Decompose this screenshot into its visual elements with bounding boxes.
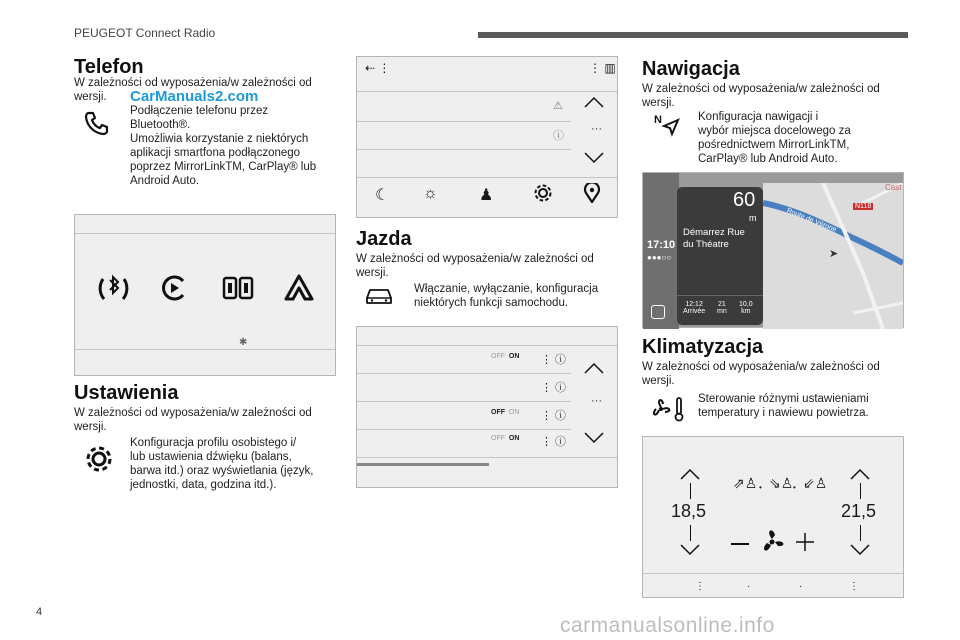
position-arrow-icon: ➤	[829, 248, 839, 260]
user-profile-icon[interactable]: ♟	[479, 187, 494, 204]
warning-icon: ⚠	[553, 100, 563, 112]
jazda-screen	[356, 326, 618, 488]
brightness-icon[interactable]: ☼	[423, 185, 438, 202]
screen-divider	[357, 177, 617, 178]
nawigacja-line-3: pośrednictwem MirrorLinkTM,	[698, 139, 850, 151]
ustawienia-intro: W zależności od wyposażenia/w zależności od wersji.	[74, 407, 312, 433]
bluetooth-small-icon: ✱	[239, 337, 248, 348]
more-icon[interactable]: ···	[591, 395, 602, 407]
bottom-menu-3[interactable]: ·	[799, 581, 803, 592]
temp-bar-left-bottom	[690, 525, 691, 541]
nawigacja-line-1: Konfiguracja nawigacji i	[698, 111, 819, 123]
airflow-mixed-icon[interactable]: ⇘♙	[769, 475, 794, 491]
nav-info-panel	[677, 187, 763, 325]
jazda-title: Jazda	[356, 228, 412, 250]
road-badge: N118	[855, 203, 872, 210]
telefon-line-2: Bluetooth®.	[130, 119, 191, 131]
bottom-menu-1[interactable]: ⋮	[695, 581, 705, 592]
arrival-block: 12:12 Arrivée	[683, 301, 706, 315]
temp-bar-right-bottom	[860, 525, 861, 541]
klimatyzacja-title: Klimatyzacja	[642, 336, 764, 358]
screen-divider	[357, 457, 617, 458]
temp-bar-right-top	[860, 483, 861, 499]
telefon-text	[130, 104, 330, 188]
km-block: 10,0 km	[739, 301, 753, 315]
right-temp-down-icon[interactable]	[849, 543, 871, 562]
car-icon	[364, 284, 394, 311]
back-arrow-icon[interactable]: ⇠ ⋮	[365, 61, 391, 75]
left-temp-down-icon[interactable]	[679, 543, 701, 562]
klimatyzacja-line-1: Sterowanie różnymi ustawieniami	[698, 393, 869, 405]
distance-value: 60	[733, 189, 756, 211]
settings-gear-icon	[84, 444, 114, 479]
klimatyzacja-intro: W zależności od wyposażenia/w zależności od wersji.	[642, 361, 880, 387]
settings-screen	[356, 56, 618, 218]
mirror-screen-icon[interactable]	[221, 273, 255, 308]
ustawienia-line-3: barwa itd.) oraz wyświetlania (język,	[130, 465, 314, 477]
fan-increase-icon[interactable]	[795, 532, 815, 557]
klimatyzacja-text	[698, 392, 898, 420]
ustawienia-text	[130, 436, 335, 492]
home-button-icon[interactable]	[651, 305, 665, 319]
dot-separator: •	[793, 483, 796, 492]
airflow-face-icon[interactable]: ⇗♙	[733, 475, 758, 491]
nawigacja-line-2: wybór miejsca docelowego za	[698, 125, 851, 137]
navigation-screen	[642, 172, 904, 328]
screen-divider	[357, 149, 571, 150]
map-pin-icon[interactable]	[583, 183, 601, 208]
fan-decrease-icon[interactable]	[731, 543, 749, 545]
header-title: PEUGEOT Connect Radio	[74, 26, 216, 40]
jazda-line-1: Włączanie, wyłączanie, konfiguracja	[414, 283, 599, 295]
watermark-bottom: carmanualsonline.info	[560, 614, 775, 637]
screen-divider	[357, 373, 571, 374]
ustawienia-line-4: jednostki, data, godzina itd.).	[130, 479, 277, 491]
jazda-text	[414, 282, 619, 310]
nawigacja-text	[698, 110, 898, 166]
watermark-top: CarManuals2.com	[130, 88, 259, 105]
minutes-block: 21 mn	[717, 301, 727, 315]
bottom-menu-4[interactable]: ⋮	[849, 581, 859, 592]
dot-separator: •	[759, 483, 762, 492]
jazda-intro: W zależności od wyposażenia/w zależności od wersji.	[356, 253, 594, 279]
scroll-up-icon[interactable]	[583, 95, 605, 114]
climate-fan-thermometer-icon	[650, 396, 686, 427]
row-4-icons[interactable]: ⋮ ⓘ	[541, 436, 567, 448]
telefon-line-1: Podłączenie telefonu przez	[130, 105, 269, 117]
ustawienia-title: Ustawienia	[74, 382, 179, 404]
signal-icon: ●●●○○	[647, 253, 672, 262]
nawigacja-title: Nawigacja	[642, 58, 740, 80]
street-name: Démarrez Rue du Théatre	[683, 227, 745, 250]
night-mode-icon[interactable]: ☾	[375, 187, 390, 204]
screen-divider	[643, 573, 903, 574]
row-2-icons[interactable]: ⋮ ⓘ	[541, 382, 567, 394]
telefon-line-3: Umożliwia korzystanie z niektórych	[130, 133, 309, 145]
scrollbar[interactable]	[357, 463, 489, 466]
scroll-down-icon[interactable]	[583, 151, 605, 170]
svg-text:N: N	[654, 114, 662, 126]
climate-screen	[642, 436, 904, 598]
toggle-1[interactable]: OFF ON	[491, 353, 520, 360]
ustawienia-line-1: Konfiguracja profilu osobistego i/	[130, 437, 297, 449]
map-view[interactable]	[763, 183, 903, 329]
settings-small-gear-icon[interactable]	[533, 183, 553, 208]
nav-clock: 17:10	[647, 239, 676, 251]
road-label: Route de Vérone	[785, 207, 838, 234]
bluetooth-phone-icon[interactable]	[97, 271, 131, 310]
screen-divider	[75, 233, 335, 234]
page-number: 4	[36, 606, 43, 618]
klimatyzacja-line-2: temperatury i nawiewu powietrza.	[698, 407, 869, 419]
screen-divider	[75, 349, 335, 350]
more-icon[interactable]: ···	[591, 123, 602, 135]
telefon-line-6: Android Auto.	[130, 175, 200, 187]
toggle-3[interactable]: OFF ON	[491, 409, 520, 416]
temp-bar-left-top	[690, 483, 691, 499]
place-label: Cast	[885, 183, 902, 192]
left-temperature: 18,5	[671, 501, 707, 521]
screen-divider	[357, 345, 617, 346]
screen-divider	[357, 121, 571, 122]
telefon-line-5: poprzez MirrorLinkTM, CarPlay® lub	[130, 161, 317, 173]
nawigacja-line-4: CarPlay® lub Android Auto.	[698, 153, 838, 165]
fan-icon[interactable]	[757, 527, 787, 562]
panel-divider	[677, 295, 763, 296]
row-1-icons[interactable]: ⋮ ⓘ	[541, 354, 567, 366]
scroll-up-icon[interactable]	[583, 361, 605, 380]
distance-unit: m	[749, 213, 757, 223]
ustawienia-line-2: lub ustawienia dźwięku (balans,	[130, 451, 292, 463]
telefon-intro: W zależności od wyposażenia/w zależności od wersji.	[74, 77, 312, 103]
telefon-screen	[74, 214, 336, 376]
nawigacja-intro: W zależności od wyposażenia/w zależności od wersji.	[642, 83, 880, 109]
row-3-icons[interactable]: ⋮ ⓘ	[541, 410, 567, 422]
screen-divider	[357, 401, 571, 402]
bottom-menu-2[interactable]: ·	[747, 581, 751, 592]
telefon-title: Telefon	[74, 56, 144, 78]
phone-call-icon[interactable]	[159, 273, 189, 308]
scroll-down-icon[interactable]	[583, 431, 605, 450]
android-auto-icon[interactable]	[283, 273, 315, 308]
right-temperature: 21,5	[841, 501, 877, 521]
screen-divider	[357, 91, 617, 92]
info-icon: ⓘ	[553, 130, 564, 142]
airflow-feet-icon[interactable]: ⇙♙	[803, 475, 828, 491]
toggle-4[interactable]: OFF ON	[491, 435, 520, 442]
screen-divider	[357, 429, 571, 430]
header-bar	[478, 32, 908, 38]
phone-icon	[84, 110, 110, 141]
navigation-arrow-icon	[654, 112, 682, 147]
menu-icon[interactable]: ⋮ ▥	[589, 61, 616, 75]
jazda-line-2: niektórych funkcji samochodu.	[414, 297, 569, 309]
telefon-line-4: aplikacji smartfona podłączonego	[130, 147, 301, 159]
